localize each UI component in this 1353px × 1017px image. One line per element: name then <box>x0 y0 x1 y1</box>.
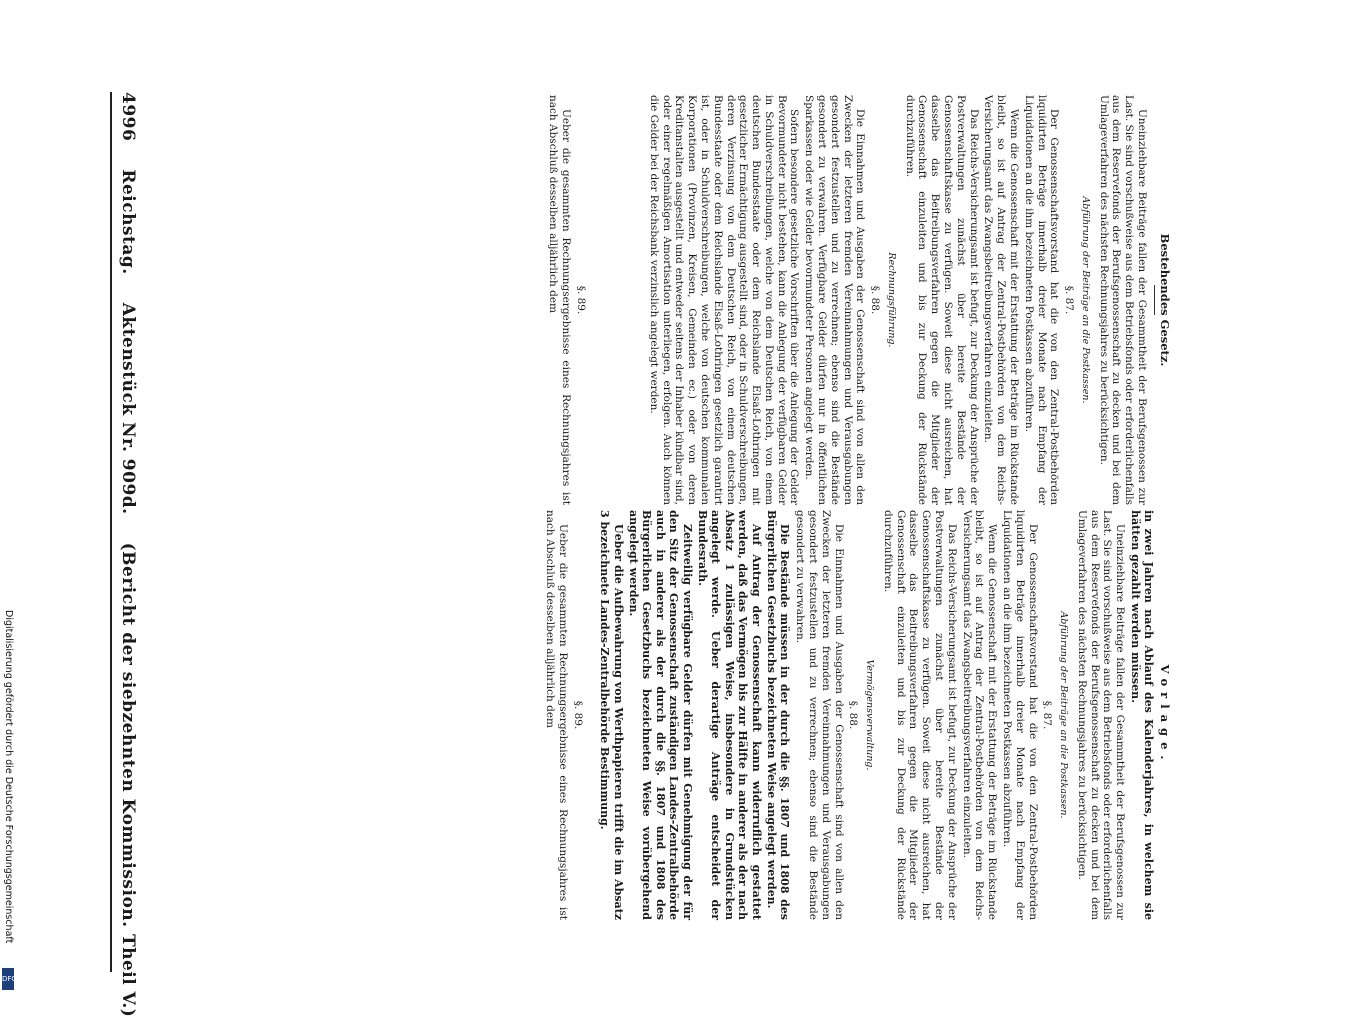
paragraph-87-label: §. 87. <box>1063 285 1076 315</box>
subheading-vermoegen: Vermögensverwaltung. <box>864 659 876 771</box>
subheading-postkassen: Abführung der Beiträge an die Postkassen. <box>1079 196 1091 404</box>
p88-b: Die Bestände müssen in der durch die §§. 1807 und 1808 des Bürgerlichen Gesetzbuchs bezeichneten Weise angelegt werden. <box>765 510 792 920</box>
paragraph-87-label: §. 87. <box>1041 700 1054 730</box>
p87-c: Das Reichs-Versicherungsamt ist befugt, zur Deckung der Ansprüche der Postverwaltungen zunächst über bereite Bestände der Genossenschaftskasse zu verfügen. Soweit diese nicht ausreichen, hat dasselbe das Beitreibungsverfahren gegen die Mitglieder der Genossenschaft einzuleiten und bis zur Deckung der Rückstände durchzuführen. <box>881 510 958 920</box>
institution: Reichstag. <box>118 169 138 275</box>
p87-a: Der Genossenschaftsvorstand hat die von den Zentral-Postbehörden liquidirten Beträge innerhalb dreier Monate nach Empfang der Liquidationen an die ihm bezeichneten Postkassen abzuführen. <box>1022 95 1061 505</box>
p87-b: Wenn die Genossenschaft mit der Erstattung der Beträge im Rückstande bleibt, so ist auf Antrag der Zentral-Postbehörden von dem Reichs-Versicherungsamt das Zwangsbeitreibungsverfahren einzuleiten. <box>982 95 1021 505</box>
intro-text: Uneinziehbare Beiträge fallen der Gesammtheit der Berufsgenossen zur Last. Sie sind vorschußweise aus dem Betriebsfonds oder erforderlichenfalls aus dem Reservefonds der Berufsgenossenschaft zu decken und bei dem Umlageverfahren des nächsten Rechnungsjahres zu berücksichtigen. <box>1097 95 1148 505</box>
p88-b: Sofern besondere gesetzliche Vorschriften über die Anlegung der Gelder Bevormundeter nicht bestehen, kann die Anlegung der verfügbaren Gelder in Schuldverschreibungen, welche von dem Deutschen Reich, von einem deutschen Bundesstaate oder dem Reichslande Elsaß-Lothringen mit gesetzlicher Ermächtigung ausgestellt sind, oder in Schuldverschreibungen, deren Verzinsung von dem Deutschen Reich, von einem deutschen Bundesstaate oder dem Reichslande Elsaß-Lothringen gesetzlich garantirt ist, oder in Schuldverschreibungen, welche von deutschen kommunalen Korporationen (Provinzen, Kreisen, Gemeinden ec.) oder von deren Kreditanstalten ausgestellt und entweder seitens der Inhaber kündbar sind, oder einer regelmäßigen Amortisation unterliegen, erfolgen. Auch können die Gelder bei der Reichsbank verzinslich angelegt werden. <box>647 95 801 505</box>
subheading-postkassen: Abführung der Beiträge an die Postkassen. <box>1057 611 1069 819</box>
digitization-note: Digitalisierung gefördert durch die Deutsche Forschungsgemeinschaft <box>3 610 14 944</box>
p88-e: Ueber die Aufbewahrung von Werthpapieren trifft die im Absatz 3 bezeichnete Landes-Zentralbehörde Bestimmung. <box>598 510 625 920</box>
p87-b: Wenn die Genossenschaft mit der Erstattung der Beträge im Rückstande bleibt, so ist auf Antrag der Zentral-Postbehörden von dem Reichs-Versicherungsamt das Zwangsbeitreibungsverfahren einzuleiten. <box>960 510 999 920</box>
p89: Ueber die gesammten Rechnungsergebnisse eines Rechnungsjahres ist nach Abschluß desselben alljährlich dem <box>547 95 573 505</box>
p89: Ueber die gesammten Rechnungsergebnisse eines Rechnungsjahres ist nach Abschluß desselben alljährlich dem <box>544 510 569 920</box>
paragraph-89-label: §. 89. <box>574 285 587 315</box>
title-rule <box>1154 285 1155 315</box>
page-header <box>110 92 138 1017</box>
report-title: (Bericht der siebzehnten Kommission. Theil V.) <box>118 542 138 1017</box>
amendment-block <box>598 510 792 920</box>
column-proposal <box>158 510 1178 920</box>
page-number: 4996 <box>118 92 138 142</box>
paragraph-88-label: §. 88. <box>847 700 860 730</box>
bold-intro: in zwei Jahren nach Ablauf des Kalenderjahres, in welchem sie hätten gezahlt werden müssen. <box>1128 510 1155 920</box>
paragraph-89-label: §. 89. <box>571 700 584 730</box>
p88-c: Auf Antrag der Genossenschaft kann widerruflich gestattet werden, daß das Vermögen bis zur Hälfte in anderer als der nach Absatz 1 zulässigen Weise, insbesondere in Grundstücken angelegt werde. Ueber derartige Anträge entscheidet der Bundesrath. <box>696 510 763 920</box>
p88-a: Die Einnahmen und Ausgaben der Genossenschaft sind von allen den Zwecken der letzteren fremden Vereinnahmungen und Verausgabungen gesondert festzustellen und zu verrechnen; ebenso sind die Bestände gesondert zu verwahren. Verfügbare Gelder dürfen nur in öffentlichen Sparkassen oder wie Gelder bevormundeter Personen angelegt werden. <box>803 95 867 505</box>
subheading-rechnung: Rechnungsführung. <box>885 252 897 348</box>
p87-a: Der Genossenschaftsvorstand hat die von den Zentral-Postbehörden liquidirten Beträge innerhalb dreier Monate nach Empfang der Liquidationen an die ihm bezeichneten Postkassen abzuführen. <box>1001 510 1039 920</box>
column-title: Bestehendes Gesetz. <box>1158 233 1172 367</box>
document-number: Aktenstück Nr. 909d. <box>118 302 138 515</box>
column-title: Vorlage. <box>1158 664 1172 766</box>
p87-c: Das Reichs-Versicherungsamt ist befugt, zur Deckung der Ansprüche der Postverwaltungen zunächst über bereite Bestände der Genossenschaftskasse zu verfügen. Soweit diese nicht ausreichen, hat dasselbe das Beitreibungsverfahren gegen die Mitglieder der Genossenschaft einzuleiten und bis zur Deckung der Rückstände durchzuführen. <box>903 95 980 505</box>
p88-d: Zeitweilig verfügbare Gelder dürfen mit Genehmigung der für den Sitz der Genossenschaft zuständigen Landes-Zentralbehörde auch in anderer als der durch die §§. 1807 und 1808 des Bürgerlichen Gesetzbuchs bezeichneten Weise vorübergehend angelegt werden. <box>627 510 694 920</box>
column-existing-law <box>158 95 1178 505</box>
intro-text: Uneinziehbare Beiträge fallen der Gesammtheit der Berufsgenossen zur Last. Sie sind vorschußweise aus dem Betriebsfonds oder erforderlichenfalls aus dem Reservefonds der Berufsgenossenschaft zu decken und bei dem Umlageverfahren des nächsten Rechnungsjahres zu berücksichtigen. <box>1075 510 1127 920</box>
paragraph-88-label: §. 88. <box>869 285 882 315</box>
dfg-logo: DFG <box>2 968 14 990</box>
p88-a: Die Einnahmen und Ausgaben der Genossenschaft sind von allen den Zwecken der letzteren fremden Vereinnahmungen und Verausgabungen gesondert festzustellen und zu verrechnen; ebenso sind die Bestände gesondert zu verwahren. <box>794 510 845 920</box>
